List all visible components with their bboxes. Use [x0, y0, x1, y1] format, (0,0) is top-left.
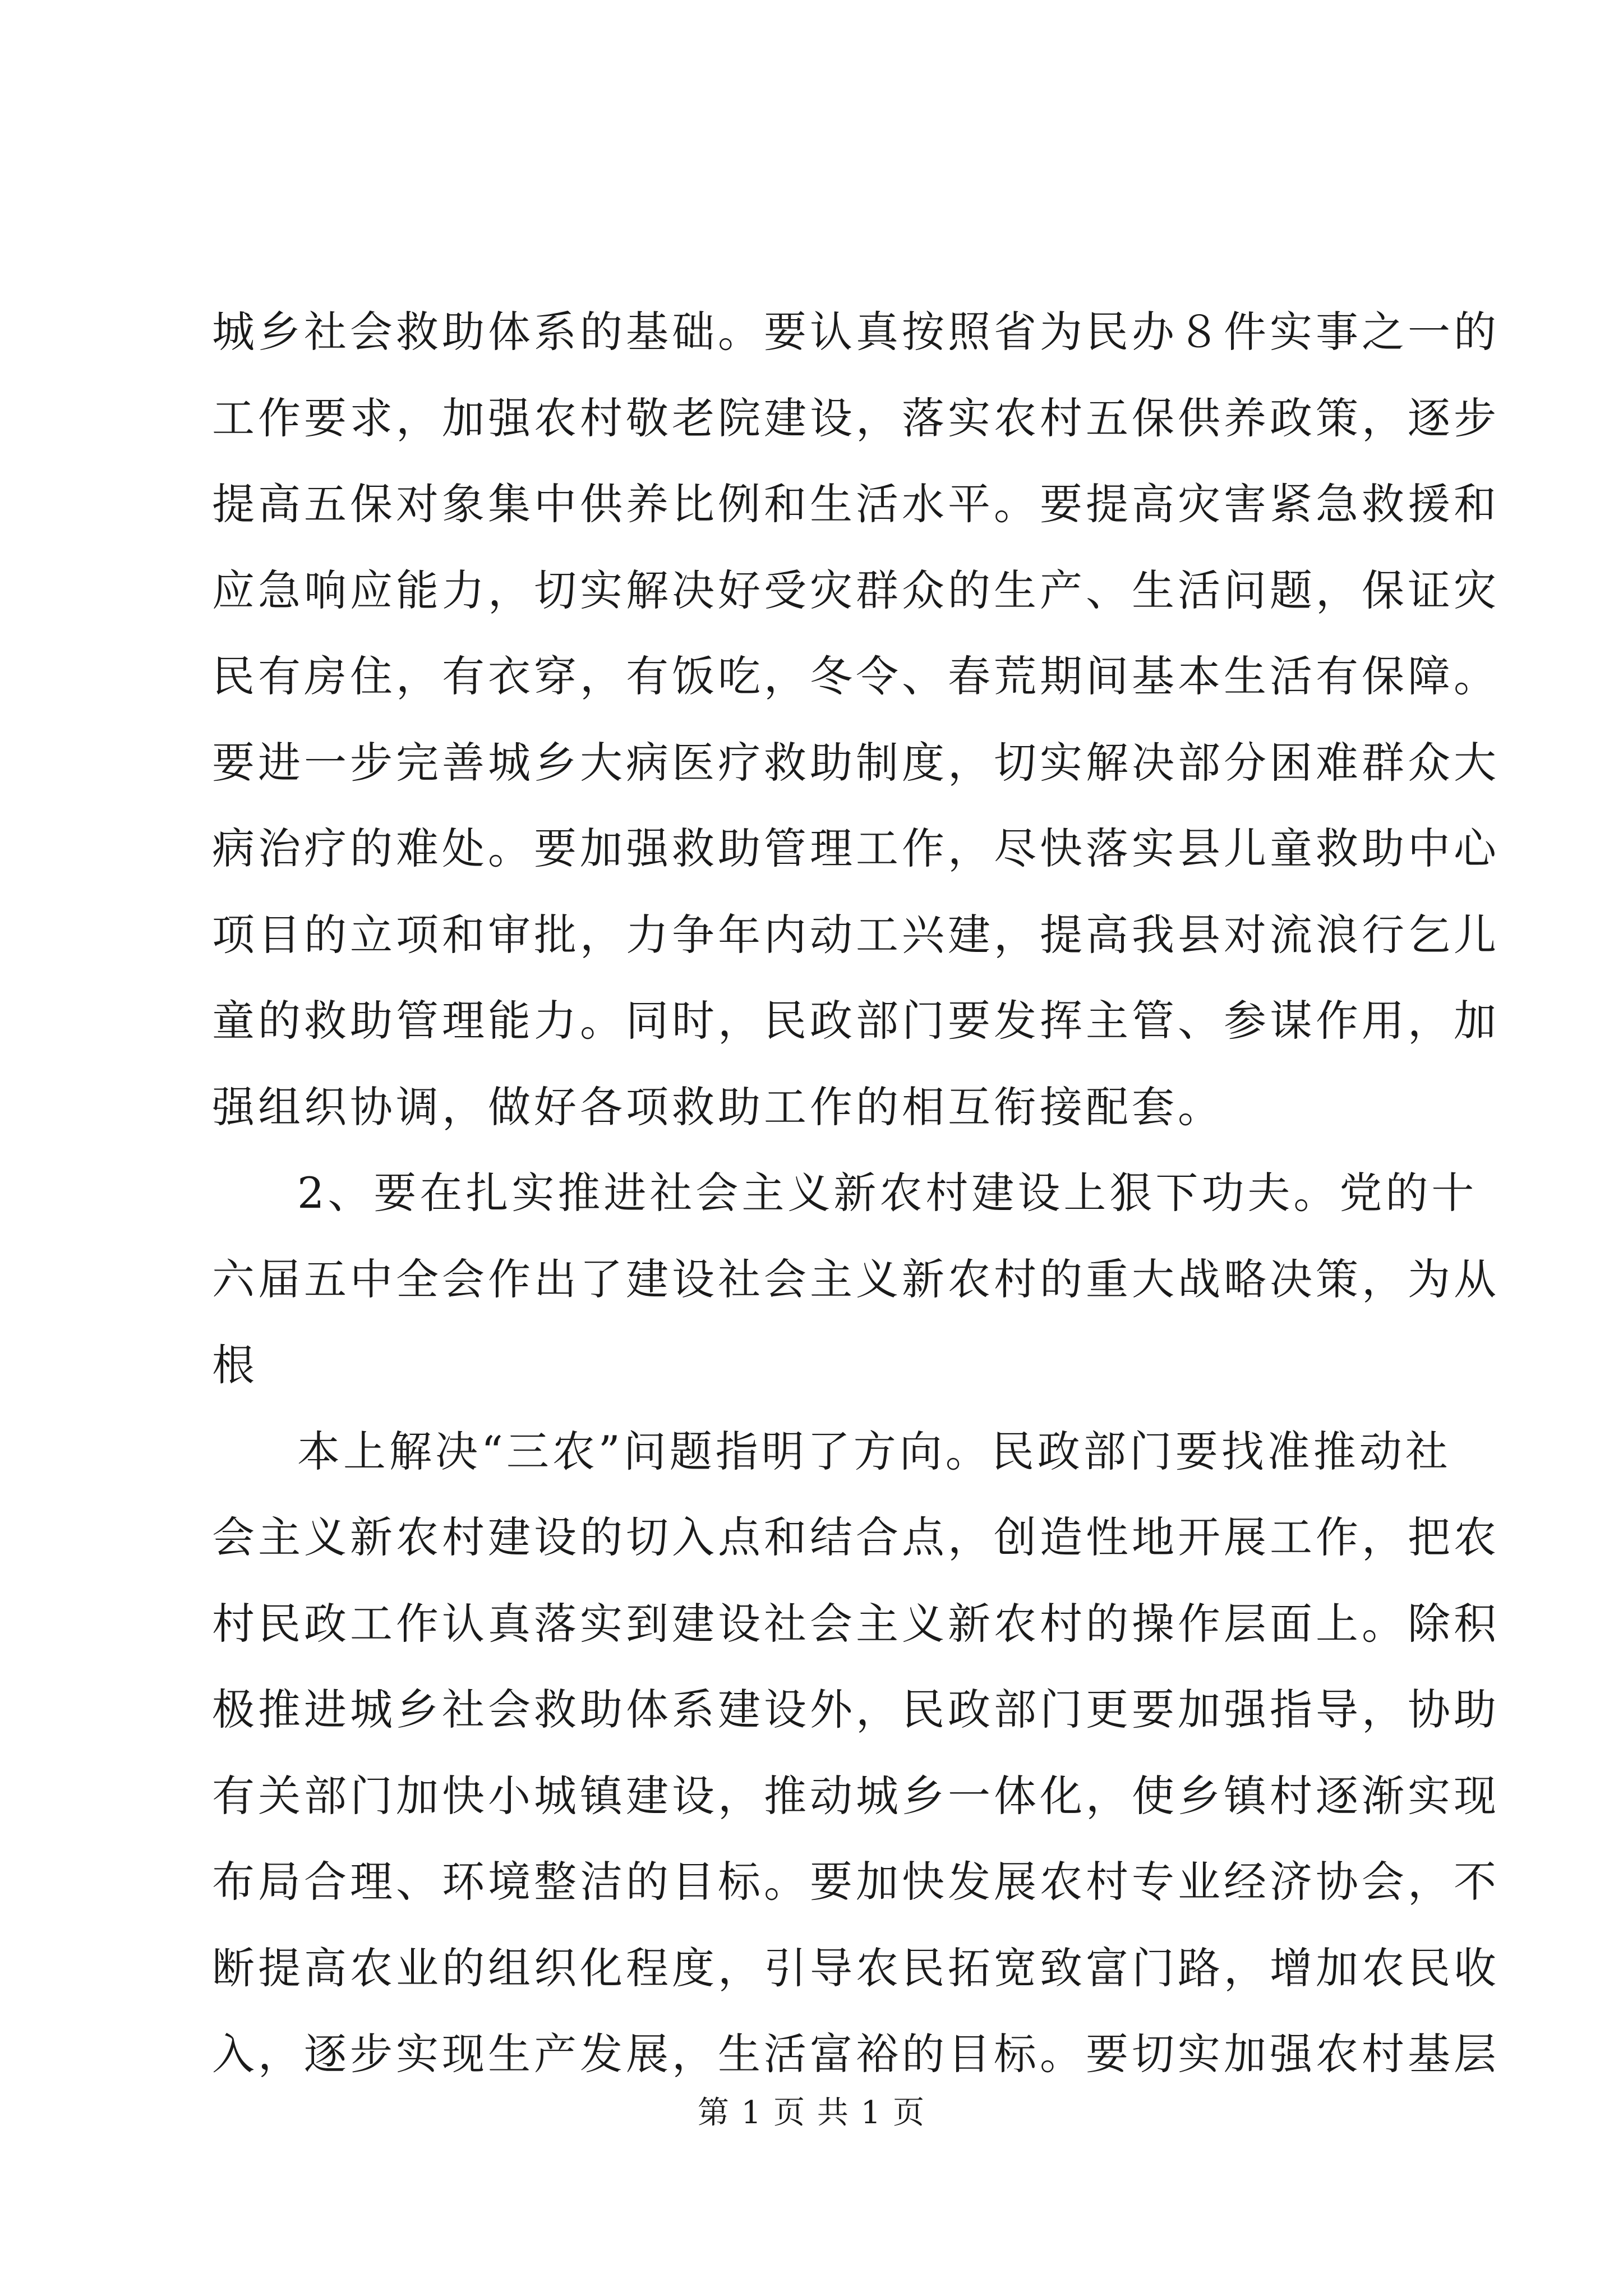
text-line: 有关部门加快小城镇建设，推动城乡一体化，使乡镇村逐渐实现	[212, 1770, 1500, 1821]
text-line: 入，逐步实现生产发展，生活富裕的目标。要切实加强农村基层	[212, 2029, 1500, 2079]
text-line: 会主义新农村建设的切入点和结合点，创造性地开展工作，把农	[212, 1512, 1500, 1562]
text-line: 应急响应能力，切实解决好受灾群众的生产、生活问题，保证灾	[212, 565, 1500, 615]
document-body	[212, 289, 1500, 2097]
text-line: 极推进城乡社会救助体系建设外，民政部门更要加强指导，协助	[212, 1685, 1500, 1734]
text-line: 要进一步完善城乡大病医疗救助制度，切实解决部分困难群众大	[212, 737, 1500, 788]
paragraph-start-line: 本上解决“三农”问题指明了方向。民政部门要找准推动社	[297, 1426, 1451, 1476]
text-line: 强组织协调，做好各项救助工作的相互衔接配套。	[212, 1082, 1224, 1132]
text-line: 布局合理、环境整洁的目标。要加快发展农村专业经济协会，不	[212, 1857, 1500, 1907]
text-line: 提高五保对象集中供养比例和生活水平。要提高灾害紧急救援和	[212, 479, 1500, 529]
text-line: 断提高农业的组织化程度，引导农民拓宽致富门路，增加农民收	[212, 1943, 1500, 1993]
text-line: 根	[212, 1340, 258, 1390]
paragraph-start-line: 2、要在扎实推进社会主义新农村建设上狠下功夫。党的十	[297, 1168, 1478, 1218]
text-line: 病治疗的难处。要加强救助管理工作，尽快落实县儿童救助中心	[212, 823, 1500, 873]
text-line: 童的救助管理能力。同时，民政部门要发挥主管、参谋作用，加	[212, 996, 1500, 1046]
text-line: 六届五中全会作出了建设社会主义新农村的重大战略决策，为从	[212, 1254, 1500, 1304]
text-line: 城乡社会救助体系的基础。要认真按照省为民办８件实事之一的	[212, 307, 1500, 357]
page-number-footer: 第 1 页 共 1 页	[697, 2095, 926, 2131]
text-line: 村民政工作认真落实到建设社会主义新农村的操作层面上。除积	[212, 1598, 1500, 1649]
text-line: 工作要求，加强农村敬老院建设，落实农村五保供养政策，逐步	[212, 393, 1500, 443]
text-line: 民有房住，有衣穿，有饭吃，冬令、春荒期间基本生活有保障。	[212, 651, 1500, 701]
text-line: 项目的立项和审批，力争年内动工兴建，提高我县对流浪行乞儿	[212, 909, 1500, 960]
